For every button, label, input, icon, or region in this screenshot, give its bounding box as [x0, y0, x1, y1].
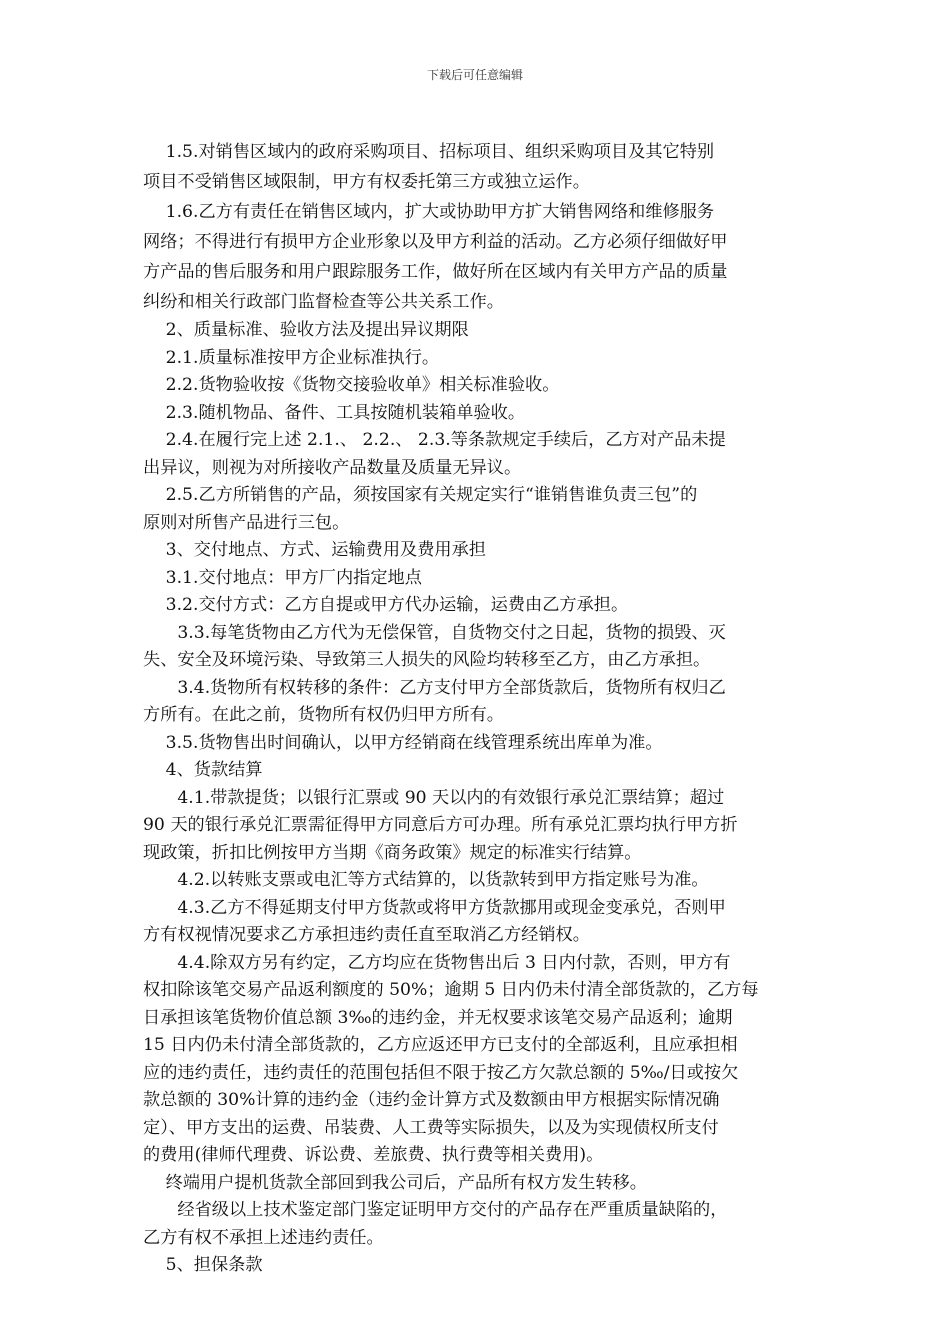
text-line: 日承担该笔货物价值总额 3‰的违约金，并无权要求该笔交易产品返利；逾期 [143, 1007, 733, 1028]
text-line: 2、质量标准、验收方法及提出异议期限 [143, 320, 469, 340]
text-line: 方所有。在此之前，货物所有权仍归甲方所有。 [143, 705, 504, 725]
text-line: 4.1.带款提货；以银行汇票或 90 天以内的有效银行承兑汇票结算；超过 [143, 787, 725, 808]
text-line: 4.3.乙方不得延期支付甲方货款或将甲方货款挪用或现金变承兑，否则甲 [143, 897, 726, 918]
text-line: 方有权视情况要求乙方承担违约责任直至取消乙方经销权。 [143, 925, 590, 945]
text-line: 3.1.交付地点：甲方厂内指定地点 [143, 567, 422, 588]
text-line: 3.3.每笔货物由乙方代为无偿保管，自货物交付之日起，货物的损毁、灭 [143, 622, 726, 643]
text-line: 1.5.对销售区域内的政府采购项目、招标项目、组织采购项目及其它特别 [143, 142, 715, 162]
text-line: 5、担保条款 [143, 1255, 263, 1275]
text-line: 3.4.货物所有权转移的条件：乙方支付甲方全部货款后，货物所有权归乙 [143, 677, 726, 698]
text-line: 3.2.交付方式：乙方自提或甲方代办运输，运费由乙方承担。 [143, 595, 629, 615]
text-line: 2.2.货物验收按《货物交接验收单》相关标准验收。 [143, 375, 560, 395]
text-line: 15 日内仍未付清全部货款的，乙方应返还甲方已支付的全部返利，且应承担相 [143, 1035, 738, 1055]
text-line: 4.4.除双方另有约定，乙方均应在货物售出后 3 日内付款，否则，甲方有 [143, 952, 731, 973]
text-line: 2.1.质量标准按甲方企业标准执行。 [143, 347, 440, 368]
text-line: 4、货款结算 [143, 760, 263, 780]
text-line: 终端用户提机货款全部回到我公司后，产品所有权方发生转移。 [143, 1172, 647, 1193]
page-header: 下载后可任意编辑 [426, 68, 523, 82]
text-line: 项目不受销售区域限制，甲方有权委托第三方或独立运作。 [143, 172, 590, 192]
text-line: 3、交付地点、方式、运输费用及费用承担 [143, 540, 486, 560]
text-line: 的费用(律师代理费、诉讼费、差旅费、执行费等相关费用)。 [143, 1145, 604, 1165]
text-line: 定）、甲方支出的运费、吊装费、人工费等实际损失，以及为实现债权所支付 [143, 1117, 719, 1138]
text-line: 3.5.货物售出时间确认，以甲方经销商在线管理系统出库单为准。 [143, 732, 663, 753]
text-line: 款总额的 30%计算的违约金（违约金计算方式及数额由甲方根据实际情况确 [143, 1090, 720, 1110]
document-body [143, 137, 808, 1280]
text-line: 原则对所售产品进行三包。 [143, 512, 350, 533]
text-line: 经省级以上技术鉴定部门鉴定证明甲方交付的产品存在严重质量缺陷的， [143, 1200, 728, 1220]
text-line: 4.2.以转账支票或电汇等方式结算的，以货款转到甲方指定账号为准。 [143, 870, 709, 890]
text-line: 2.4.在履行完上述 2.1.、 2.2.、 2.3.等条款规定手续后，乙方对产品未提 [143, 430, 726, 450]
text-line: 现政策，折扣比例按甲方当期《商务政策》规定的标准实行结算。 [143, 842, 642, 863]
text-line: 方产品的售后服务和用户跟踪服务工作，做好所在区域内有关甲方产品的质量 [143, 262, 728, 282]
text-line: 失、安全及环境污染、导致第三人损失的风险均转移至乙方，由乙方承担。 [143, 650, 711, 670]
text-line: 出异议，则视为对所接收产品数量及质量无异议。 [143, 457, 522, 478]
text-line: 2.3.随机物品、备件、工具按随机装箱单验收。 [143, 402, 526, 423]
text-line: 权扣除该笔交易产品返利额度的 50%；逾期 5 日内仍未付清全部货款的，乙方每 [143, 980, 759, 1000]
text-line: 应的违约责任，违约责任的范围包括但不限于按乙方欠款总额的 5‰/日或按欠 [143, 1062, 739, 1083]
text-line: 纠纷和相关行政部门监督检查等公共关系工作。 [143, 292, 504, 312]
text-line: 90 天的银行承兑汇票需征得甲方同意后方可办理。所有承兑汇票均执行甲方折 [143, 815, 738, 835]
text-line: 乙方有权不承担上述违约责任。 [143, 1227, 384, 1248]
text-line: 网络；不得进行有损甲方企业形象以及甲方利益的活动。乙方必须仔细做好甲 [143, 232, 728, 252]
text-line: 1.6.乙方有责任在销售区域内，扩大或协助甲方扩大销售网络和维修服务 [143, 202, 715, 222]
text-line: 2.5.乙方所销售的产品，须按国家有关规定实行“谁销售谁负责三包”的 [143, 485, 698, 505]
